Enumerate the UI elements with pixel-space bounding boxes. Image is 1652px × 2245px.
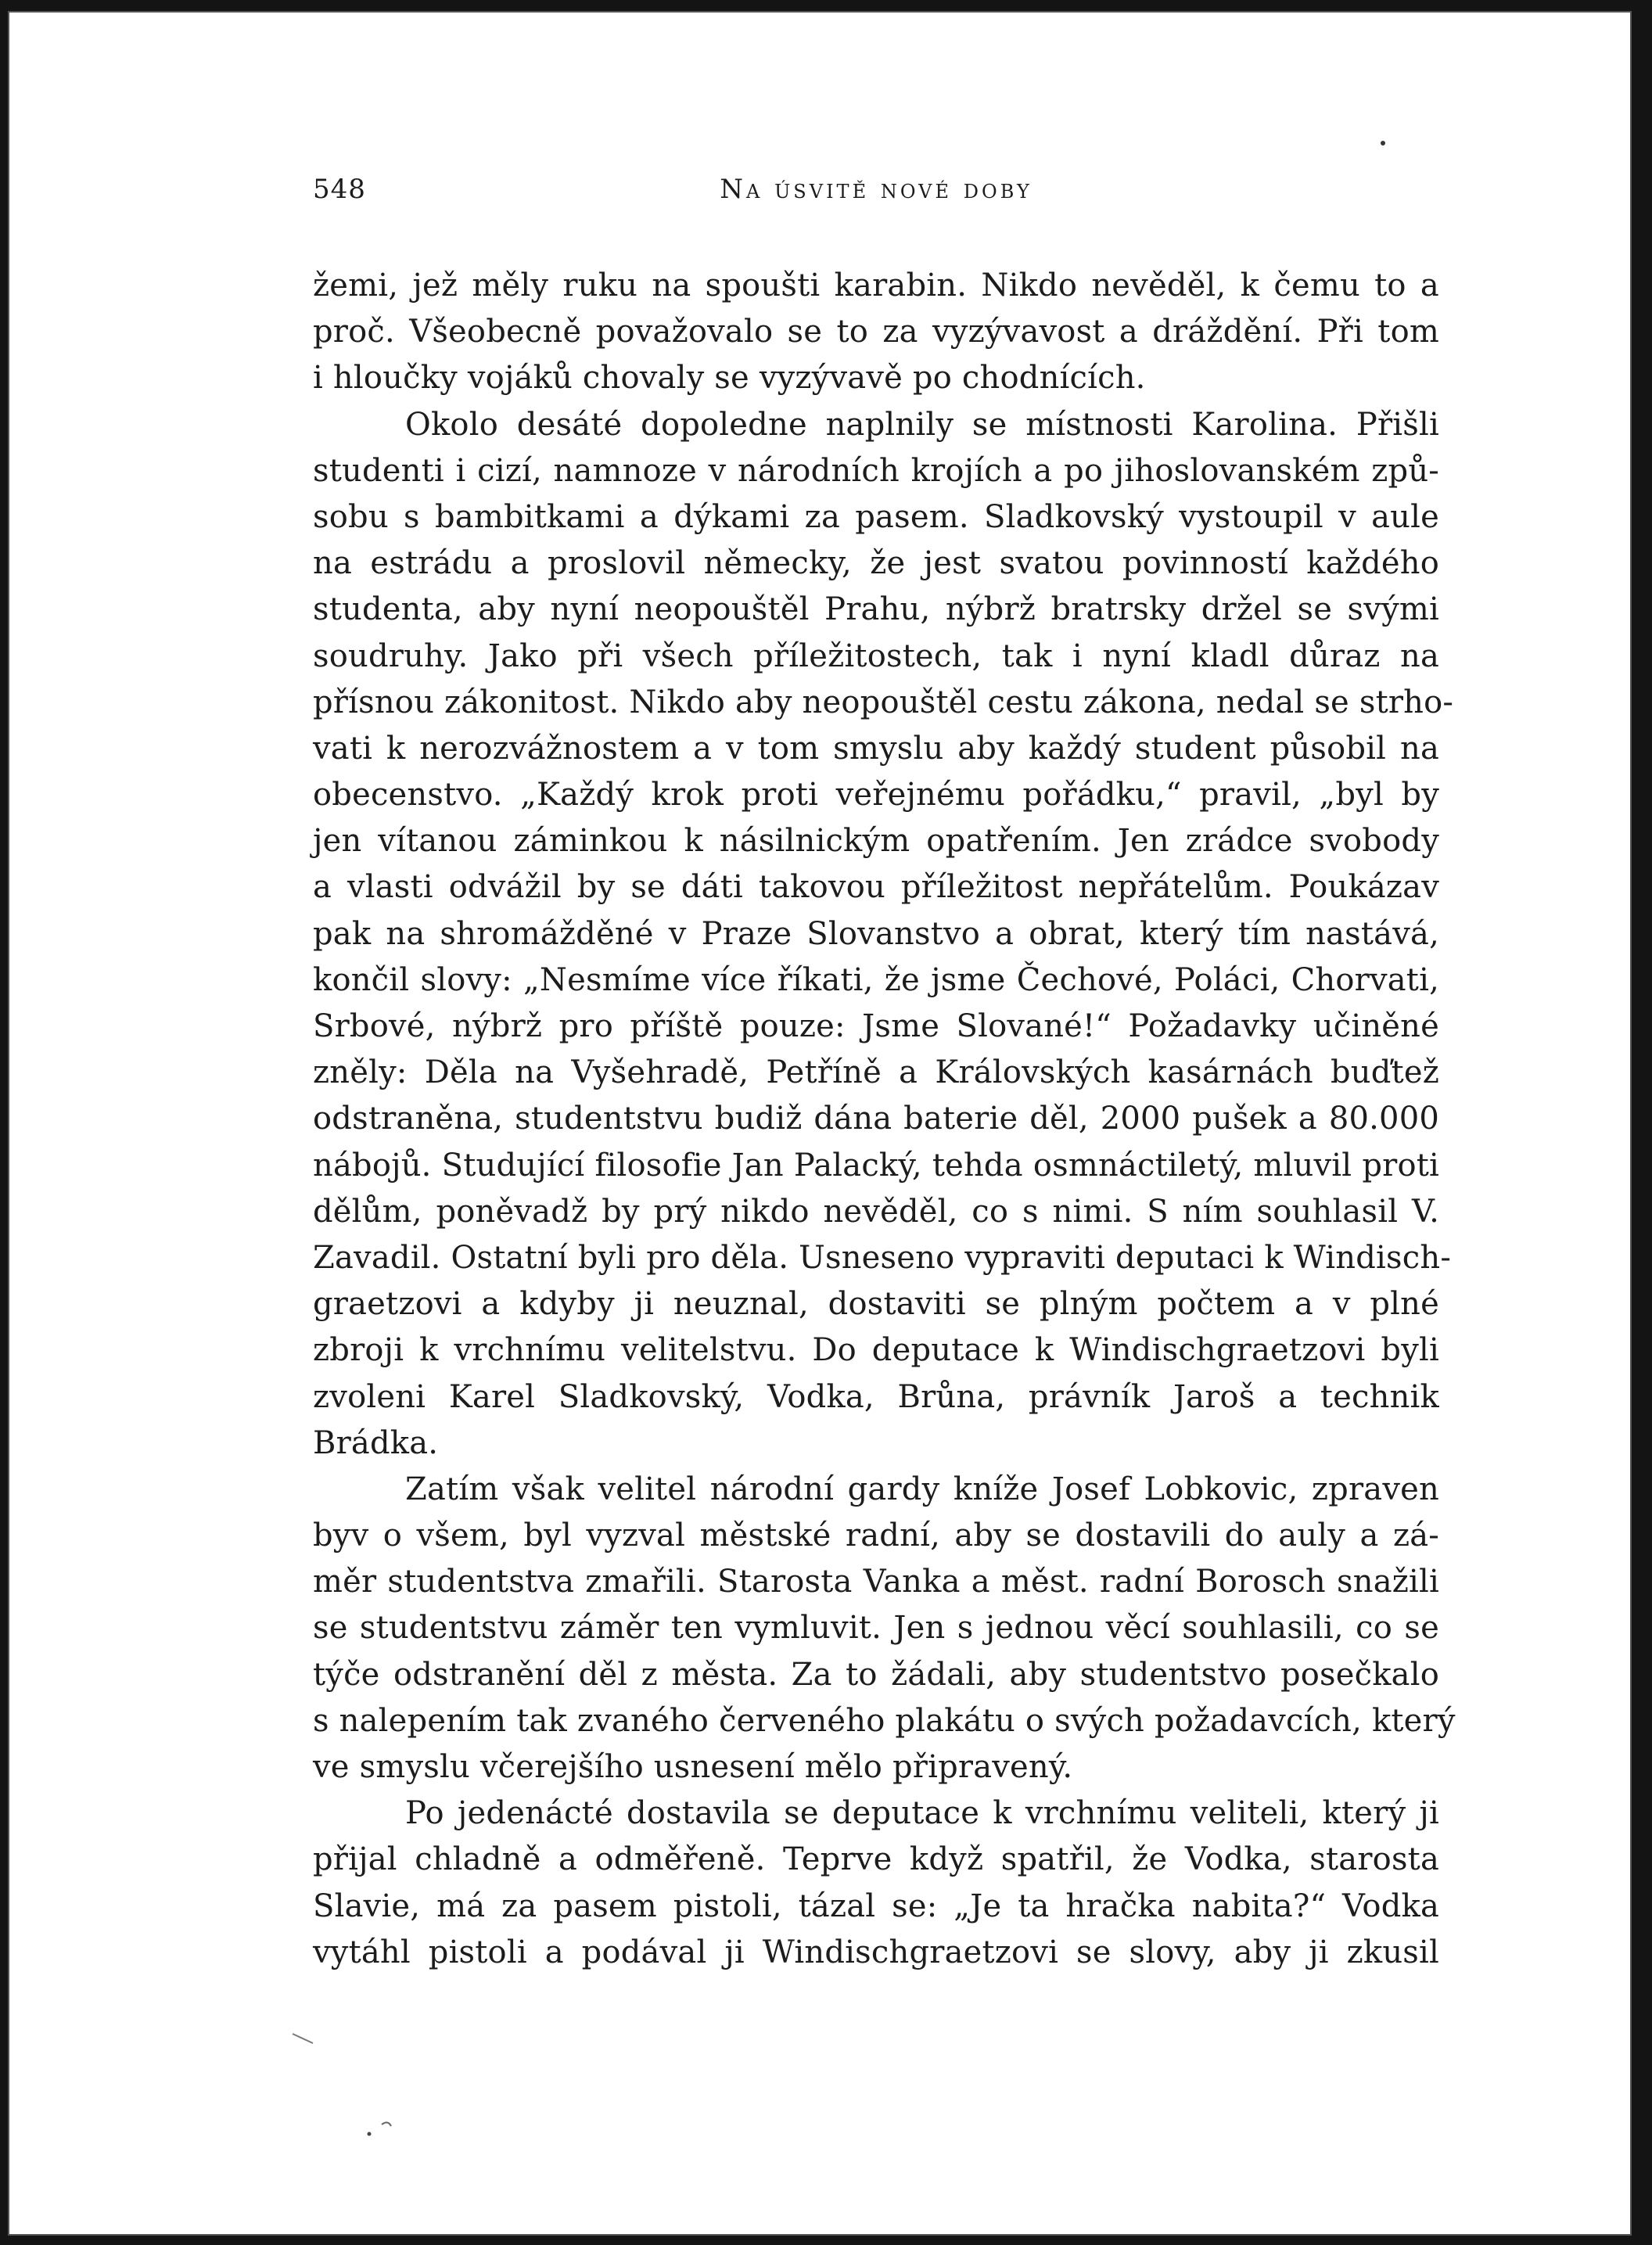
text-line: dělům, poněvadž by prý nikdo nevěděl, co s nimi. S ním souhlasil V. (313, 1193, 1439, 1230)
text-line: obecenstvo. „Každý krok proti veřejnému pořádku,“ pravil, „byl by (313, 777, 1439, 814)
speck (368, 2132, 372, 2136)
text-line: sobu s bambitkami a dýkami za pasem. Sladkovský vystoupil v aule (313, 498, 1439, 535)
text-line: graetzovi a kdyby ji neuznal, dostaviti se plným počtem a v plné (313, 1286, 1439, 1323)
speck (1381, 141, 1385, 145)
text-line: i hloučky vojáků chovaly se vyzývavě po chodnících. (313, 360, 1146, 397)
text-line: nábojů. Studující filosofie Jan Palacký, tehda osmnáctiletý, mluvil proti (313, 1147, 1439, 1184)
text-line: měr studentstva zmařili. Starosta Vanka a měst. radní Borosch snažili (313, 1564, 1439, 1600)
text-line: končil slovy: „Nesmíme více říkati, že jsme Čechové, Poláci, Chorvati, (313, 961, 1439, 998)
text-line: ve smyslu včerejšího usnesení mělo připravený. (313, 1749, 1073, 1785)
text-line: přísnou zákonitost. Nikdo aby neopouštěl cestu zákona, nedal se strho- (313, 684, 1454, 720)
text-line: byv o všem, byl vyzval městské radní, aby se dostavili do auly a zá- (313, 1518, 1439, 1554)
text-line: Brádka. (313, 1424, 439, 1461)
text-line: vytáhl pistoli a podával ji Windischgraetzovi se slovy, aby ji zkusil (313, 1934, 1439, 1970)
text-line: Zatím však velitel národní gardy kníže Josef Lobkovic, zpraven (405, 1471, 1439, 1507)
text-line: na estrádu a proslovil německy, že jest svatou povinností každého (313, 545, 1439, 582)
text-line: s nalepením tak zvaného červeného plakátu o svých požadavcích, který (313, 1702, 1456, 1739)
text-line: a vlasti odvážil by se dáti takovou příležitost nepřátelům. Poukázav (313, 869, 1439, 906)
text-line: zněly: Děla na Vyšehradě, Petříně a Královských kasárnách buďtež (313, 1054, 1439, 1091)
text-line: Srbové, nýbrž pro příště pouze: Jsme Slované!“ Požadavky učiněné (313, 1008, 1439, 1044)
text-line: pak na shromážděné v Praze Slovanstvo a obrat, který tím nastává, (313, 915, 1439, 952)
text-line: Po jedenácté dostavila se deputace k vrchnímu veliteli, který ji (405, 1795, 1439, 1832)
text-line: se studentstvu záměr ten vymluvit. Jen s jednou věcí souhlasili, co se (313, 1610, 1439, 1647)
text-line: Zavadil. Ostatní byli pro děla. Usneseno vypraviti deputaci k Windisch- (313, 1239, 1452, 1276)
text-line: studenti i cizí, namnoze v národních krojích a po jihoslovanském způ- (313, 452, 1439, 489)
speck (382, 2122, 391, 2126)
text-line: Slavie, má za pasem pistoli, tázal se: „Je ta hračka nabita?“ Vodka (313, 1888, 1439, 1924)
text-line: týče odstranění děl z města. Za to žádali, aby studentstvo posečkalo (313, 1656, 1439, 1693)
text-line: proč. Všeobecně považovalo se to za vyzývavost a dráždění. Při tom (313, 314, 1439, 350)
text-line: odstraněna, studentstvu budiž dána baterie děl, 2000 pušek a 80.000 (313, 1101, 1439, 1137)
text-line: zvoleni Karel Sladkovský, Vodka, Brůna, právník Jaroš a technik (313, 1378, 1439, 1415)
text-line: soudruhy. Jako při všech příležitostech, tak i nyní kladl důraz na (313, 638, 1439, 674)
page-number: 548 (313, 174, 366, 205)
page-header (313, 174, 1439, 213)
text-line: jen vítanou záminkou k násilnickým opatřením. Jen zrádce svobody (313, 823, 1439, 860)
body-text (313, 263, 1456, 1976)
text-line: žemi, jež měly ruku na spoušti karabin. Nikdo nevěděl, k čemu to a (313, 268, 1439, 304)
text-line: Okolo desáté dopoledne naplnily se místnosti Karolina. Přišli (405, 406, 1439, 443)
text-line: přijal chladně a odměřeně. Teprve když spatřil, že Vodka, starosta (313, 1841, 1439, 1878)
speck (293, 2034, 313, 2043)
text-line: studenta, aby nyní neopouštěl Prahu, nýbrž bratrsky držel se svými (313, 591, 1439, 628)
text-line: zbroji k vrchnímu velitelstvu. Do deputace k Windischgraetzovi byli (313, 1332, 1439, 1369)
running-title: Na úsvitě nové doby (720, 174, 1032, 205)
text-line: vati k nerozvážnostem a v tom smyslu aby každý student působil na (313, 730, 1439, 767)
